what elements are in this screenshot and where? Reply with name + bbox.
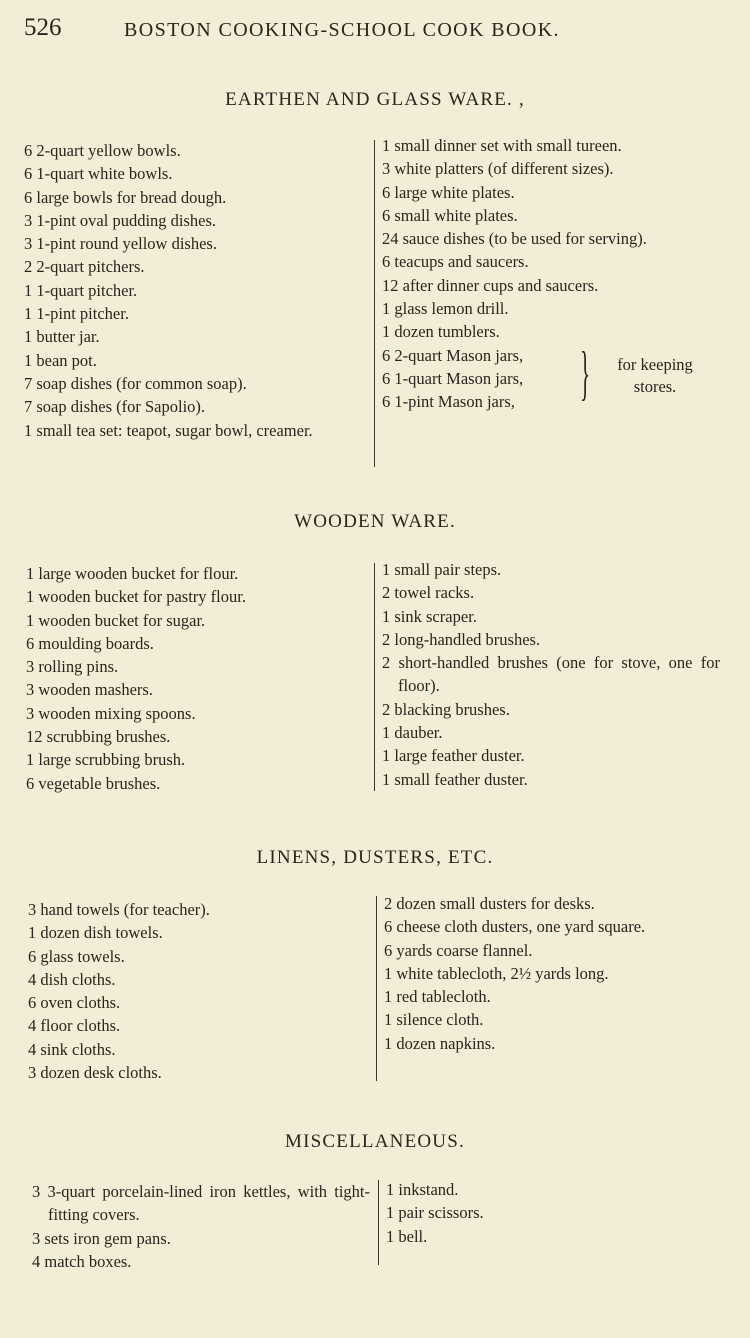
list-item: 3 hand towels (for teacher). (28, 900, 210, 919)
list-item: 1 dozen napkins. (384, 1033, 496, 1053)
section-title-earthen-glass: EARTHEN AND GLASS WARE. , (225, 89, 525, 110)
list-item: 1 large feather duster. (382, 746, 525, 766)
list-item: 3 rolling pins. (26, 657, 119, 677)
list-item: 3 1-pint oval pudding dishes. (24, 210, 217, 230)
list-item: 1 bean pot. (24, 350, 97, 370)
linens-right-column (384, 892, 720, 1055)
list-item: 6 yards coarse flannel. (384, 940, 533, 960)
list-item: 4 sink cloths. (28, 1039, 116, 1059)
list-item: 1 large scrubbing brush. (26, 750, 186, 770)
mason-jars-group (382, 339, 720, 414)
list-item: 1 pair scissors. (386, 1203, 484, 1223)
list-item: 6 small white plates. (382, 205, 518, 225)
list-item: 1 dozen tumblers. (382, 322, 500, 342)
list-item: 24 sauce dishes (to be used for serving). (382, 229, 647, 249)
column-divider (378, 1180, 379, 1265)
section-title-miscellaneous: MISCELLANEOUS. (285, 1131, 465, 1152)
list-item: 3 sets iron gem pans. (32, 1228, 171, 1248)
list-item: 12 scrubbing brushes. (26, 727, 171, 747)
list-item: 6 vegetable brushes. (26, 773, 161, 793)
list-item: 2 long-handled brushes. (382, 629, 541, 649)
list-item: 6 teacups and saucers. (382, 252, 529, 272)
section-title-linens: LINENS, DUSTERS, ETC. (256, 847, 494, 868)
list-item: 1 dauber. (382, 723, 443, 743)
list-item: 2 dozen small dusters for desks. (384, 894, 595, 913)
list-item: 3 dozen desk cloths. (28, 1063, 162, 1083)
list-item: 1 red tablecloth. (384, 987, 491, 1007)
section-title-wooden: WOODEN WARE. (294, 511, 456, 532)
list-item: 1 sink scraper. (382, 606, 477, 626)
list-item: 4 dish cloths. (28, 969, 116, 989)
list-item: 6 large bowls for bread dough. (24, 187, 227, 207)
list-item: 6 cheese cloth dusters, one yard square. (384, 917, 646, 937)
list-item: 3 1-pint round yellow dishes. (24, 234, 217, 254)
earthen-left-column (24, 139, 366, 442)
page-header (24, 14, 724, 44)
list-item: 3 wooden mashers. (26, 680, 153, 700)
misc-right-column (386, 1178, 720, 1248)
wooden-right-column (382, 558, 720, 791)
list-item: 4 match boxes. (32, 1251, 132, 1271)
list-item: 3 3-quart porcelain-lined iron kettles, with tight-fitting covers. (32, 1182, 370, 1225)
list-item: 1 wooden bucket for pastry flour. (26, 587, 246, 607)
list-item: 1 small tea set: teapot, sugar bowl, creamer. (24, 420, 313, 440)
linens-left-column (28, 898, 366, 1084)
earthen-right-column (382, 134, 720, 414)
list-item: 1 silence cloth. (384, 1010, 484, 1030)
misc-left-column (32, 1180, 370, 1273)
list-item: 1 butter jar. (24, 327, 100, 347)
list-item: 6 1-quart Mason jars, (382, 368, 524, 388)
list-item: 1 large wooden bucket for flour. (26, 564, 239, 583)
column-divider (376, 896, 377, 1081)
list-item: 1 bell. (386, 1226, 428, 1246)
list-item: 6 1-quart white bowls. (24, 164, 173, 184)
list-item: 1 wooden bucket for sugar. (26, 610, 206, 630)
list-item: 1 1-pint pitcher. (24, 304, 129, 324)
brace-icon: } (580, 339, 591, 406)
brace-note: for keeping stores. (617, 354, 693, 396)
running-title: BOSTON COOKING-SCHOOL COOK BOOK. (124, 19, 560, 41)
list-item: 1 white tablecloth, 2½ yards long. (384, 963, 609, 983)
list-item: 1 small dinner set with small tureen. (382, 136, 622, 155)
list-item: 7 soap dishes (for common soap). (24, 373, 247, 393)
list-item: 4 floor cloths. (28, 1016, 121, 1036)
list-item: 2 blacking brushes. (382, 699, 510, 719)
list-item: 6 glass towels. (28, 946, 125, 966)
list-item: 3 wooden mixing spoons. (26, 703, 196, 723)
list-item: 1 glass lemon drill. (382, 299, 509, 319)
column-divider (374, 563, 375, 791)
list-item: 12 after dinner cups and saucers. (382, 275, 599, 295)
list-item: 1 small feather duster. (382, 769, 528, 789)
list-item: 7 soap dishes (for Sapolio). (24, 397, 206, 417)
list-item: 2 2-quart pitchers. (24, 257, 145, 277)
list-item: 6 oven cloths. (28, 993, 121, 1013)
list-item: 1 1-quart pitcher. (24, 280, 138, 300)
list-item: 2 short-handled brushes (one for stove, one for floor). (382, 653, 720, 696)
list-item: 1 inkstand. (386, 1180, 459, 1199)
list-item: 6 large white plates. (382, 182, 515, 202)
list-item: 6 moulding boards. (26, 633, 154, 653)
column-divider (374, 140, 375, 467)
list-item: 2 towel racks. (382, 583, 475, 603)
list-item: 6 2-quart Mason jars, (382, 345, 524, 365)
brace-annotation (580, 339, 710, 414)
list-item: 6 1-pint Mason jars, (382, 392, 515, 412)
list-item: 6 2-quart yellow bowls. (24, 141, 181, 160)
wooden-left-column (26, 562, 366, 795)
list-item: 1 dozen dish towels. (28, 923, 163, 943)
list-item: 3 white platters (of different sizes). (382, 159, 614, 179)
page-number: 526 (24, 14, 62, 41)
list-item: 1 small pair steps. (382, 560, 502, 579)
